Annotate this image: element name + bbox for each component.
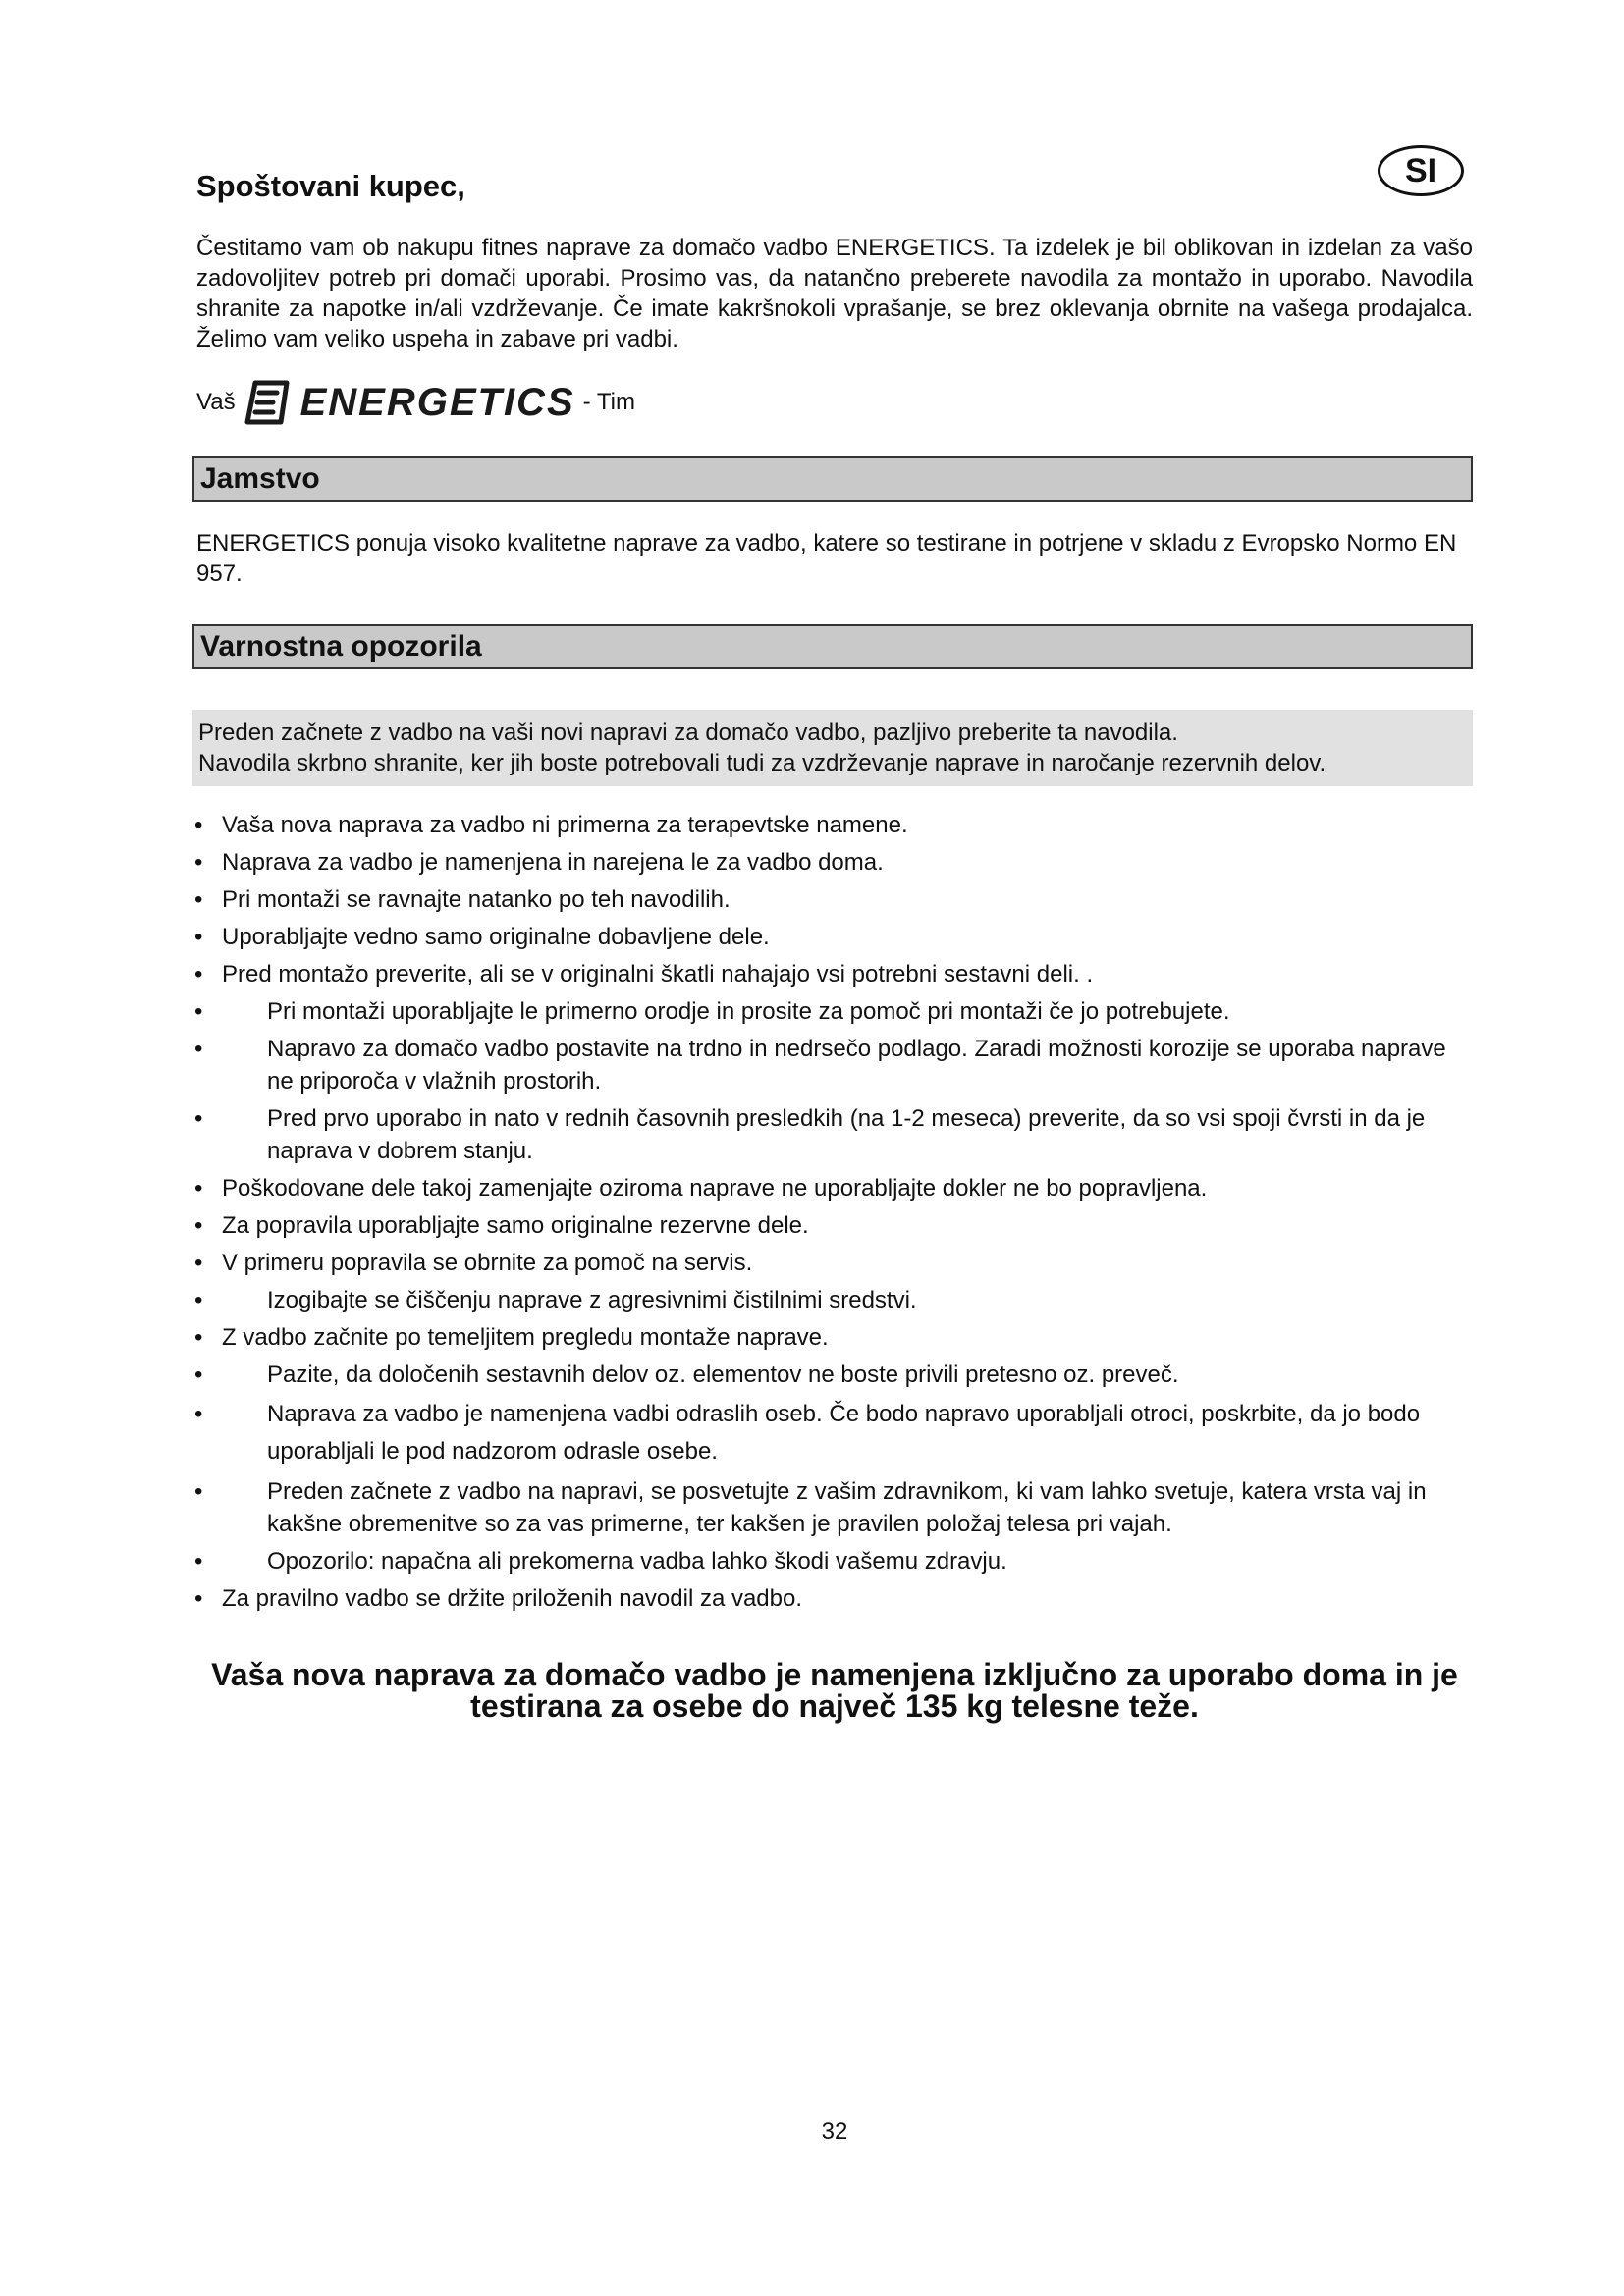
signature-prefix: Vaš: [196, 389, 236, 415]
safety-section-header: Varnostna opozorila: [192, 624, 1473, 669]
list-item: • Pred montažo preverite, ali se v originalni škatli nahajajo vsi potrebni sestavni deli. .: [192, 958, 1479, 990]
bullet-icon: •: [194, 849, 203, 876]
bullet-icon: •: [194, 1478, 203, 1505]
list-item: • Z vadbo začnite po temeljitem pregledu montaže naprave.: [192, 1321, 1479, 1354]
closing-line-2: testirana za osebe do največ 135 kg telesne teže.: [470, 1688, 1199, 1724]
list-item: • Izogibajte se čiščenju naprave z agresivnimi čistilnimi sredstvi.: [192, 1284, 1479, 1316]
signature-line: [196, 373, 635, 432]
closing-statement: [196, 1659, 1473, 1722]
list-item: • Naprava za vadbo je namenjena in narejena le za vadbo doma.: [192, 846, 1479, 879]
list-item: • Za popravila uporabljajte samo originalne rezervne dele.: [192, 1209, 1479, 1242]
bullet-icon: •: [194, 1362, 203, 1388]
list-item: • Za pravilno vadbo se držite priloženih navodil za vadbo.: [192, 1582, 1479, 1615]
intro-paragraph: Čestitamo vam ob nakupu fitnes naprave za domačo vadbo ENERGETICS. Ta izdelek je bil oblikovan in izdelan za vašo zadovoljitev potreb pri domači uporabi. Prosimo vas, da natančno preberete navodila za montažo in uporabo. Navodila shranite za napotke in/ali vzdrževanje. Če imate kakršnokoli vprašanje, se brez oklevanja obrnite na vašega prodajalca. Želimo vam veliko uspeha in zabave pri vadbi.: [196, 235, 1473, 352]
bullet-icon: •: [194, 1401, 203, 1427]
brand-wordmark: ENERGETICS: [299, 380, 575, 424]
bullet-icon: •: [194, 812, 203, 838]
bullet-icon: •: [194, 924, 203, 950]
closing-line-1: Vaša nova naprava za domačo vadbo je namenjena izključno za uporabo doma in je: [211, 1657, 1458, 1692]
bullet-icon: •: [194, 961, 203, 988]
list-item: • Pri montaži uporabljajte le primerno orodje in prosite za pomoč pri montaži če jo potrebujete.: [192, 995, 1479, 1028]
list-item: • Pred prvo uporabo in nato v rednih časovnih presledkih (na 1-2 meseca) preverite, da so vsi spoji čvrsti in da je naprava v dobrem stanju.: [192, 1102, 1479, 1167]
bullet-icon: •: [194, 1324, 203, 1351]
energetics-e-logo-icon: [242, 377, 293, 428]
signature-suffix: - Tim: [582, 389, 635, 415]
bullet-icon: •: [194, 1175, 203, 1201]
list-item: • Opozorilo: napačna ali prekomerna vadba lahko škodi vašemu zdravju.: [192, 1545, 1479, 1577]
list-item: • Vaša nova naprava za vadbo ni primerna za terapevtske namene.: [192, 809, 1479, 841]
bullet-icon: •: [194, 1036, 203, 1062]
list-item: • Poškodovane dele takoj zamenjajte oziroma naprave ne uporabljajte dokler ne bo popravljena.: [192, 1172, 1479, 1204]
list-item: • Pazite, da določenih sestavnih delov oz. elementov ne boste privili pretesno oz. preveč.: [192, 1359, 1479, 1391]
notice-line-2: Navodila skrbno shranite, ker jih boste potrebovali tudi za vzdrževanje naprave in naročanje rezervnih delov.: [198, 750, 1326, 776]
list-item: • Pri montaži se ravnajte natanko po teh navodilih.: [192, 883, 1479, 916]
bullet-icon: •: [194, 1585, 203, 1612]
bullet-icon: •: [194, 1105, 203, 1132]
list-item: • Preden začnete z vadbo na napravi, se posvetujte z vašim zdravnikom, ki vam lahko svetuje, katera vrsta vaj in kakšne obremenitve so za vas primerne, ter kakšen je pravilen položaj telesa pri vajah.: [192, 1475, 1479, 1540]
greeting-heading: Spoštovani kupec,: [196, 169, 465, 203]
bullet-icon: •: [194, 1212, 203, 1239]
list-item: • V primeru popravila se obrnite za pomoč na servis.: [192, 1247, 1479, 1279]
safety-bullet-list: [192, 809, 1479, 1620]
bullet-icon: •: [194, 998, 203, 1025]
list-item: • Naprava za vadbo je namenjena vadbi odraslih oseb. Če bodo napravo uporabljali otroci, poskrbite, da jo bodo uporabljali le pod nadzorom odrasle osebe.: [192, 1396, 1479, 1470]
bullet-icon: •: [194, 1250, 203, 1276]
notice-line-1: Preden začnete z vadbo na vaši novi napravi za domačo vadbo, pazljivo preberite ta navodila.: [198, 720, 1178, 746]
bullet-icon: •: [194, 886, 203, 913]
country-code-badge: SI: [1378, 145, 1464, 196]
list-item: • Napravo za domačo vadbo postavite na trdno in nedrsečo podlago. Zaradi možnosti korozije se uporaba naprave ne priporoča v vlažnih prostorih.: [192, 1033, 1479, 1097]
bullet-icon: •: [194, 1287, 203, 1313]
brand-logo: [242, 377, 575, 428]
safety-notice-box: [192, 710, 1473, 786]
list-item: • Uporabljajte vedno samo originalne dobavljene dele.: [192, 921, 1479, 953]
warranty-paragraph: ENERGETICS ponuja visoko kvalitetne naprave za vadbo, katere so testirane in potrjene v skladu z Evropsko Normo EN 957.: [196, 530, 1457, 587]
warranty-section-header: Jamstvo: [192, 456, 1473, 502]
bullet-icon: •: [194, 1548, 203, 1575]
page-number: 32: [821, 2118, 848, 2145]
